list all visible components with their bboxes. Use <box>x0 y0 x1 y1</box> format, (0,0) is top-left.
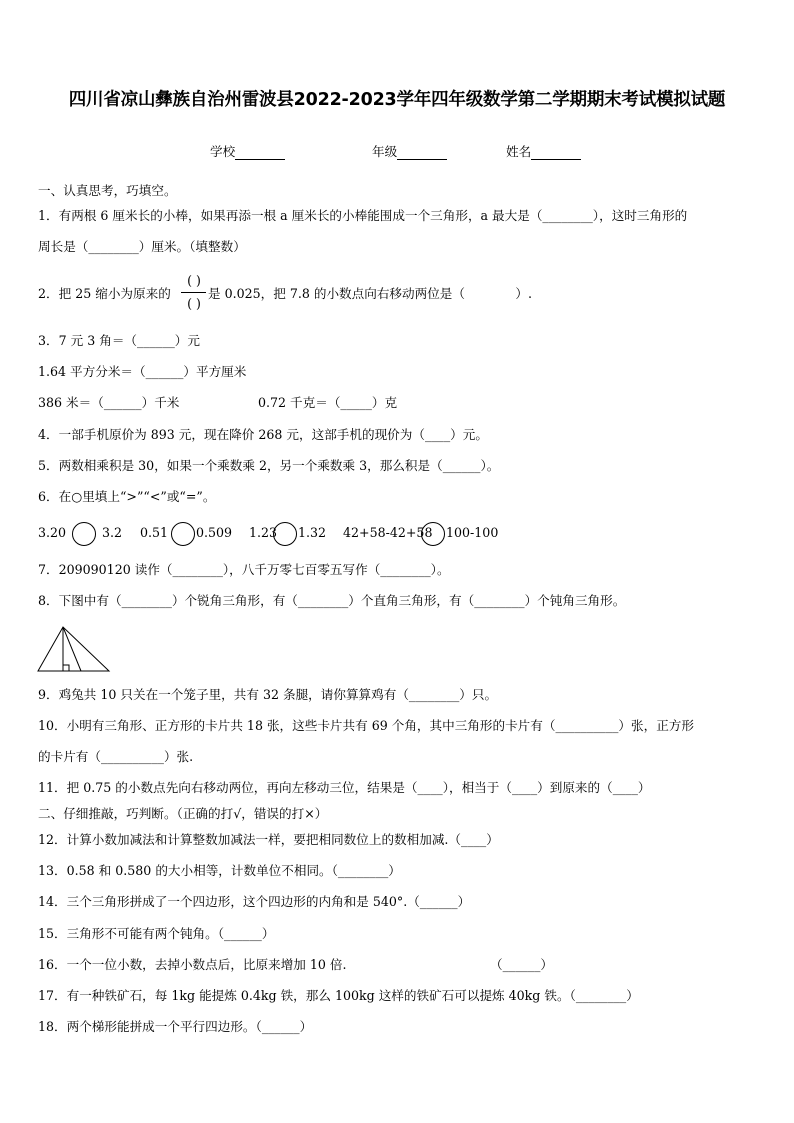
question-1-line-1: 1．有两根 6 厘米长的小棒，如果再添一根 a 厘米长的小棒能围成一个三角形，a 最大是（________），这时三角形的 <box>38 208 688 223</box>
question-10-line-1: 10．小明有三角形、正方形的卡片共 18 张，这些卡片共有 69 个角，其中三角形的卡片有（__________）张，正方形 <box>38 718 694 733</box>
fraction-bar <box>181 292 206 293</box>
grade-blank[interactable] <box>397 146 447 160</box>
question-2-suffix: 是 0.025，把 7.8 的小数点向右移动两位是（ ）. <box>208 286 532 301</box>
section-heading-1: 一、认真思考，巧填空。 <box>38 183 177 198</box>
question-1-line-2: 周长是（________）厘米。（填整数） <box>38 239 246 254</box>
question-4: 4．一部手机原价为 893 元，现在降价 268 元，这部手机的现价为（____）元。 <box>38 427 488 442</box>
question-14: 14．三个三角形拼成了一个四边形，这个四边形的内角和是 540°.（______） <box>38 894 471 909</box>
question-6: 6．在○里填上“>”“<”或“=”。 <box>38 489 216 504</box>
fraction-denominator: ( ) <box>187 296 201 311</box>
compare-a-left: 3.20 <box>38 525 67 540</box>
question-17: 17．有一种铁矿石，每 1kg 能提炼 0.4kg 铁，那么 100kg 这样的铁矿石可以提炼 40kg 铁。（________） <box>38 988 639 1003</box>
question-3-part-b: 1.64 平方分米＝（______）平方厘米 <box>38 364 247 379</box>
name-field <box>506 141 581 160</box>
question-11: 11．把 0.75 的小数点先向右移动两位，再向左移动三位，结果是（____），相当于（____）到原来的（____） <box>38 780 651 795</box>
triangle-figure <box>36 626 112 674</box>
question-8: 8．下图中有（________）个锐角三角形，有（________）个直角三角形，有（________）个钝角三角形。 <box>38 593 626 608</box>
compare-circle-b[interactable] <box>171 522 195 546</box>
compare-c-left: 1.23 <box>249 525 278 540</box>
compare-a-right: 3.2 <box>102 525 123 540</box>
grade-field <box>372 141 447 160</box>
question-12: 12．计算小数加减法和计算整数加减法一样，要把相同数位上的数相加减.（____） <box>38 832 499 847</box>
question-2-prefix: 2．把 25 缩小为原来的 <box>38 286 171 301</box>
section-heading-2: 二、仔细推敲，巧判断。（正确的打√，错误的打×） <box>38 806 328 821</box>
question-5: 5．两数相乘积是 30，如果一个乘数乘 2，另一个乘数乘 3，那么积是（______）。 <box>38 458 500 473</box>
page-title: 四川省凉山彝族自治州雷波县2022-2023学年四年级数学第二学期期末考试模拟试题 <box>68 90 726 110</box>
question-18: 18．两个梯形能拼成一个平行四边形。（______） <box>38 1019 313 1034</box>
question-13: 13．0.58 和 0.580 的大小相等，计数单位不相同。（________） <box>38 863 401 878</box>
compare-d-left: 42+58-42+58 <box>343 525 433 540</box>
question-3-part-a: 3．7 元 3 角＝（______）元 <box>38 333 200 348</box>
question-15: 15．三角形不可能有两个钝角。（______） <box>38 926 275 941</box>
question-16: 16．一个一位小数，去掉小数点后，比原来增加 10 倍. <box>38 957 347 972</box>
school-label: 学校 <box>210 144 236 159</box>
compare-b-left: 0.51 <box>140 525 169 540</box>
question-3-part-d: 0.72 千克＝（_____）克 <box>258 395 398 410</box>
compare-circle-c[interactable] <box>273 522 297 546</box>
compare-c-right: 1.32 <box>298 525 327 540</box>
name-blank[interactable] <box>531 146 581 160</box>
question-16-blank: （______） <box>490 957 553 972</box>
grade-label: 年级 <box>372 144 398 159</box>
name-label: 姓名 <box>506 144 532 159</box>
question-7: 7．209090120 读作（________），八千万零七百零五写作（________）。 <box>38 562 450 577</box>
compare-b-right: 0.509 <box>196 525 233 540</box>
compare-d-right: 100-100 <box>446 525 499 540</box>
question-9: 9．鸡兔共 10 只关在一个笼子里，共有 32 条腿，请你算算鸡有（________）只。 <box>38 687 498 702</box>
compare-circle-d[interactable] <box>421 522 445 546</box>
school-field <box>210 141 285 160</box>
question-10-line-2: 的卡片有（__________）张. <box>38 749 194 764</box>
question-3-part-c: 386 米＝（______）千米 <box>38 395 180 410</box>
fraction-numerator: ( ) <box>187 273 201 288</box>
school-blank[interactable] <box>235 146 285 160</box>
compare-circle-a[interactable] <box>72 522 96 546</box>
